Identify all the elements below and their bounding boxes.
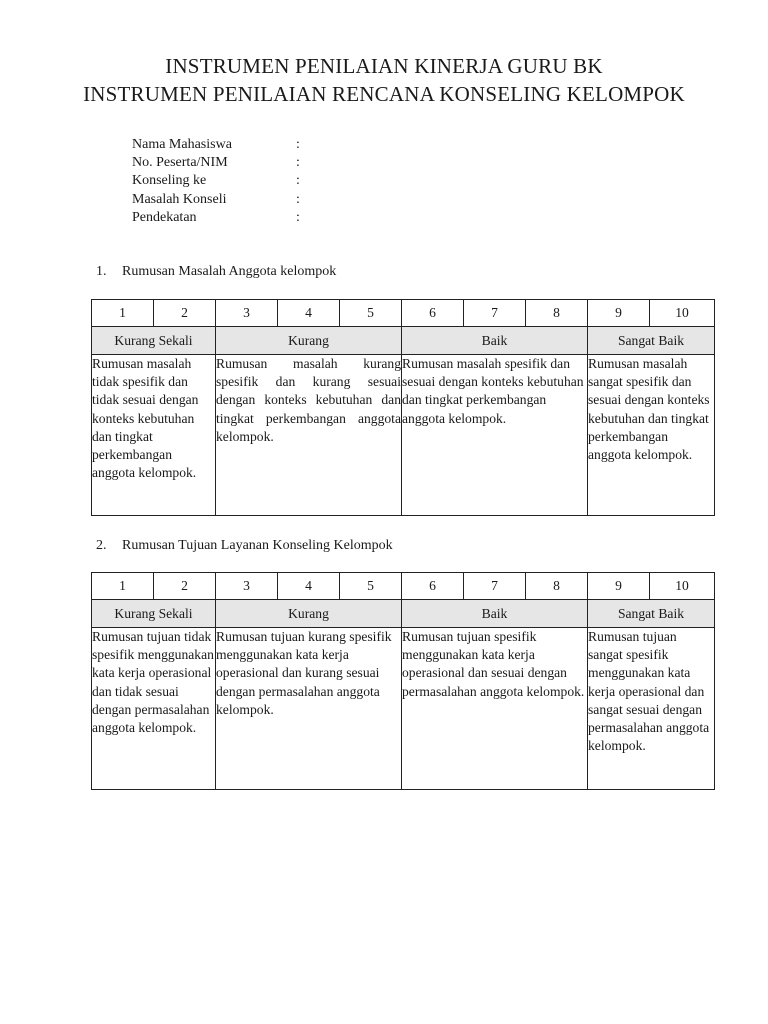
score-cell: 8 <box>526 300 588 327</box>
identity-colon: : <box>296 173 300 189</box>
score-cell: 6 <box>402 573 464 600</box>
category-row <box>92 327 715 355</box>
category-cell: Sangat Baik <box>588 600 715 628</box>
identity-row-nim <box>132 154 306 172</box>
description-cell: Rumusan tujuan sangat spesifik menggunakan kata kerja operasional dan sangat sesuai dengan permasalahan anggota kelompok. <box>588 628 715 790</box>
description-cell: Rumusan masalah spesifik dan sesuai dengan konteks kebutuhan dan tingkat perkembangan anggota kelompok. <box>402 355 588 516</box>
score-cell: 10 <box>650 300 715 327</box>
category-cell: Sangat Baik <box>588 327 715 355</box>
description-cell: Rumusan tujuan tidak spesifik menggunakan kata kerja operasional dan tidak sesuai dengan permasalahan anggota kelompok. <box>92 628 216 790</box>
description-cell: Rumusan tujuan spesifik menggunakan kata kerja operasional dan sesuai dengan permasalahan anggota kelompok. <box>402 628 588 790</box>
identity-label: Konseling ke <box>132 173 207 189</box>
score-cell: 6 <box>402 300 464 327</box>
description-cell: Rumusan masalah tidak spesifik dan tidak sesuai dengan konteks kebutuhan dan tingkat perkembangan anggota kelompok. <box>92 355 216 516</box>
score-cell: 1 <box>92 573 154 600</box>
score-cell: 9 <box>588 573 650 600</box>
category-cell: Baik <box>402 600 588 628</box>
identity-row-konseling <box>132 172 306 190</box>
identity-colon: : <box>296 155 300 171</box>
description-row <box>92 355 715 516</box>
identity-row-pendekatan <box>132 209 306 227</box>
score-cell: 2 <box>154 300 216 327</box>
score-row <box>92 573 715 600</box>
rubric-table <box>91 299 715 516</box>
description-row <box>92 628 715 790</box>
score-cell: 3 <box>216 573 278 600</box>
score-cell: 2 <box>154 573 216 600</box>
identity-row-masalah <box>132 191 306 209</box>
score-cell: 8 <box>526 573 588 600</box>
score-row <box>92 300 715 327</box>
identity-fields <box>132 136 306 227</box>
score-cell: 3 <box>216 300 278 327</box>
description-cell: Rumusan tujuan kurang spesifik menggunakan kata kerja operasional dan kurang sesuai dengan permasalahan anggota kelompok. <box>216 628 402 790</box>
section-title: Rumusan Tujuan Layanan Konseling Kelompok <box>122 538 393 553</box>
document-subtitle: INSTRUMEN PENILAIAN RENCANA KONSELING KELOMPOK <box>83 82 685 106</box>
section-title: Rumusan Masalah Anggota kelompok <box>122 264 337 279</box>
score-cell: 4 <box>278 300 340 327</box>
description-cell: Rumusan masalah kurang spesifik dan kurang sesuai dengan konteks kebutuhan dan tingkat perkembangan anggota kelompok. <box>216 355 402 516</box>
score-cell: 5 <box>340 300 402 327</box>
score-cell: 4 <box>278 573 340 600</box>
identity-label: Masalah Konseli <box>132 191 227 207</box>
score-cell: 9 <box>588 300 650 327</box>
category-cell: Kurang Sekali <box>92 600 216 628</box>
section-heading <box>96 263 336 281</box>
identity-colon: : <box>296 137 300 152</box>
identity-label: Nama Mahasiswa <box>132 137 232 152</box>
score-cell: 1 <box>92 300 154 327</box>
category-cell: Kurang <box>216 600 402 628</box>
score-cell: 7 <box>464 573 526 600</box>
score-cell: 5 <box>340 573 402 600</box>
category-cell: Kurang Sekali <box>92 327 216 355</box>
identity-label: Pendekatan <box>132 209 197 225</box>
identity-colon: : <box>296 209 300 225</box>
identity-label: No. Peserta/NIM <box>132 155 228 171</box>
rubric-table <box>91 572 715 790</box>
description-cell: Rumusan masalah sangat spesifik dan sesuai dengan konteks kebutuhan dan tingkat perkembangan anggota kelompok. <box>588 355 715 516</box>
identity-colon: : <box>296 191 300 207</box>
category-cell: Baik <box>402 327 588 355</box>
document-title: INSTRUMEN PENILAIAN KINERJA GURU BK <box>165 54 603 78</box>
section-number: 2. <box>96 538 107 553</box>
section-heading <box>96 537 393 555</box>
category-row <box>92 600 715 628</box>
category-cell: Kurang <box>216 327 402 355</box>
section-number: 1. <box>96 264 107 279</box>
score-cell: 7 <box>464 300 526 327</box>
identity-row-nama <box>132 136 306 154</box>
score-cell: 10 <box>650 573 715 600</box>
